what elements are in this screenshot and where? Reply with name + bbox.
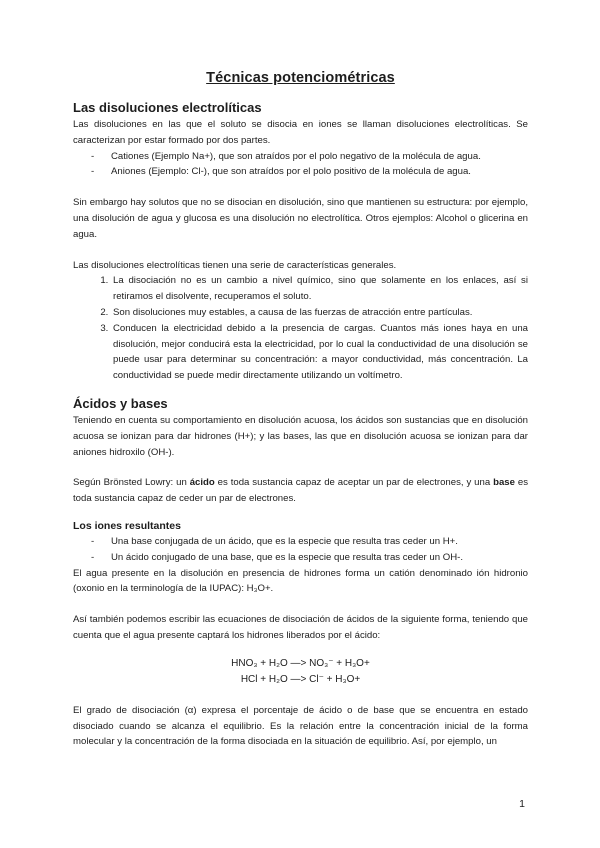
list-item: - Una base conjugada de un ácido, que es la especie que resulta tras ceder un H+. <box>91 534 528 550</box>
paragraph-grado-disociacion: El grado de disociación (α) expresa el porcentaje de ácido o de base que se encuentra en estado disociado cuando se alcanza el equilibrio. Es la relación entre la concentración inicial de la forma molecular y la concentración de la forma disociada en la situación de equilibrio. Así, por ejemplo, un <box>73 704 528 748</box>
list-item: 3. Conducen la electricidad debido a la presencia de cargas. Cuantos más iones haya en una disolución, mejor conducirá esta la electricidad, por lo cual la conductividad de una disolución se puede usar para determinar su concentración: a mayor conductividad, más concentración. La conductividad se puede medir directamente utilizando un voltímetro. <box>111 321 528 384</box>
paragraph-intro: Las disoluciones en las que el soluto se disocia en iones se llaman disoluciones electrolíticas. Se caracterizan por estar formado por dos partes. <box>73 119 528 146</box>
heading-disoluciones: Las disoluciones electrolíticas <box>73 100 262 115</box>
equation-hcl: HCl + H₂O —> Cl⁻ + H₃O+ <box>240 673 361 685</box>
page-content <box>73 70 528 750</box>
paragraph-acidos: Teniendo en cuenta su comportamiento en disolución acuosa, los ácidos son sustancias que en disolución acuosa se ionizan para dar hidrones (H+); y las bases, las que en disolución acuosa se ionizan para dar aniones hidroxilo (OH-). <box>73 414 528 458</box>
paragraph-caracteristicas: Las disoluciones electrolíticas tienen una serie de características generales. <box>73 259 397 271</box>
list-item: 2. Son disoluciones muy estables, a causa de las fuerzas de atracción entre partículas. <box>111 305 528 321</box>
page-number: 1 <box>519 798 525 810</box>
heading-iones-resultantes: Los iones resultantes <box>73 519 181 532</box>
list-item: - Aniones (Ejemplo: Cl-), que son atraídos por el polo positivo de la molécula de agua. <box>91 164 528 180</box>
paragraph-bronsted: Según Brönsted Lowry: un ácido es toda sustancia capaz de aceptar un par de electrones, y una base es toda sustancia capaz de ceder un par de electrones. <box>73 477 528 505</box>
term-base: base <box>493 477 515 489</box>
list-item: 1. La disociación no es un cambio a nivel químico, sino que solamente en los enlaces, así si retiramos el disolvente, recuperamos el soluto. <box>111 273 528 305</box>
paragraph-ecuaciones: Así también podemos escribir las ecuaciones de disociación de ácidos de la siguiente forma, teniendo que cuenta que el agua presente captará los hidrones liberados por el ácido: <box>73 614 528 641</box>
heading-acidos-bases: Ácidos y bases <box>73 395 168 411</box>
characteristics-list <box>73 273 528 384</box>
page-title: Técnicas potenciométricas <box>206 70 395 86</box>
paragraph-no-electroliticas: Sin embargo hay solutos que no se disocian en disolución, sino que mantienen su estructura: por ejemplo, una disolución de agua y glucosa es una disolución no electrolítica. Otros ejemplos: Alcohol o glicerina en agua. <box>73 197 528 240</box>
list-item: - Un ácido conjugado de una base, que es la especie que resulta tras ceder un OH-. <box>91 550 528 566</box>
paragraph-hidronio: El agua presente en la disolución en presencia de hidrones forma un catión denominado ión hidronio (oxonio en la terminología de la IUPAC): H₃O+. <box>73 567 528 595</box>
term-acido: ácido <box>189 477 215 489</box>
ion-list <box>73 149 528 181</box>
conjugate-list <box>73 534 528 566</box>
equation-hno3: HNO₃ + H₂O —> NO₃⁻ + H₃O+ <box>231 657 370 669</box>
list-item: - Cationes (Ejemplo Na+), que son atraídos por el polo negativo de la molécula de agua. <box>91 149 528 165</box>
